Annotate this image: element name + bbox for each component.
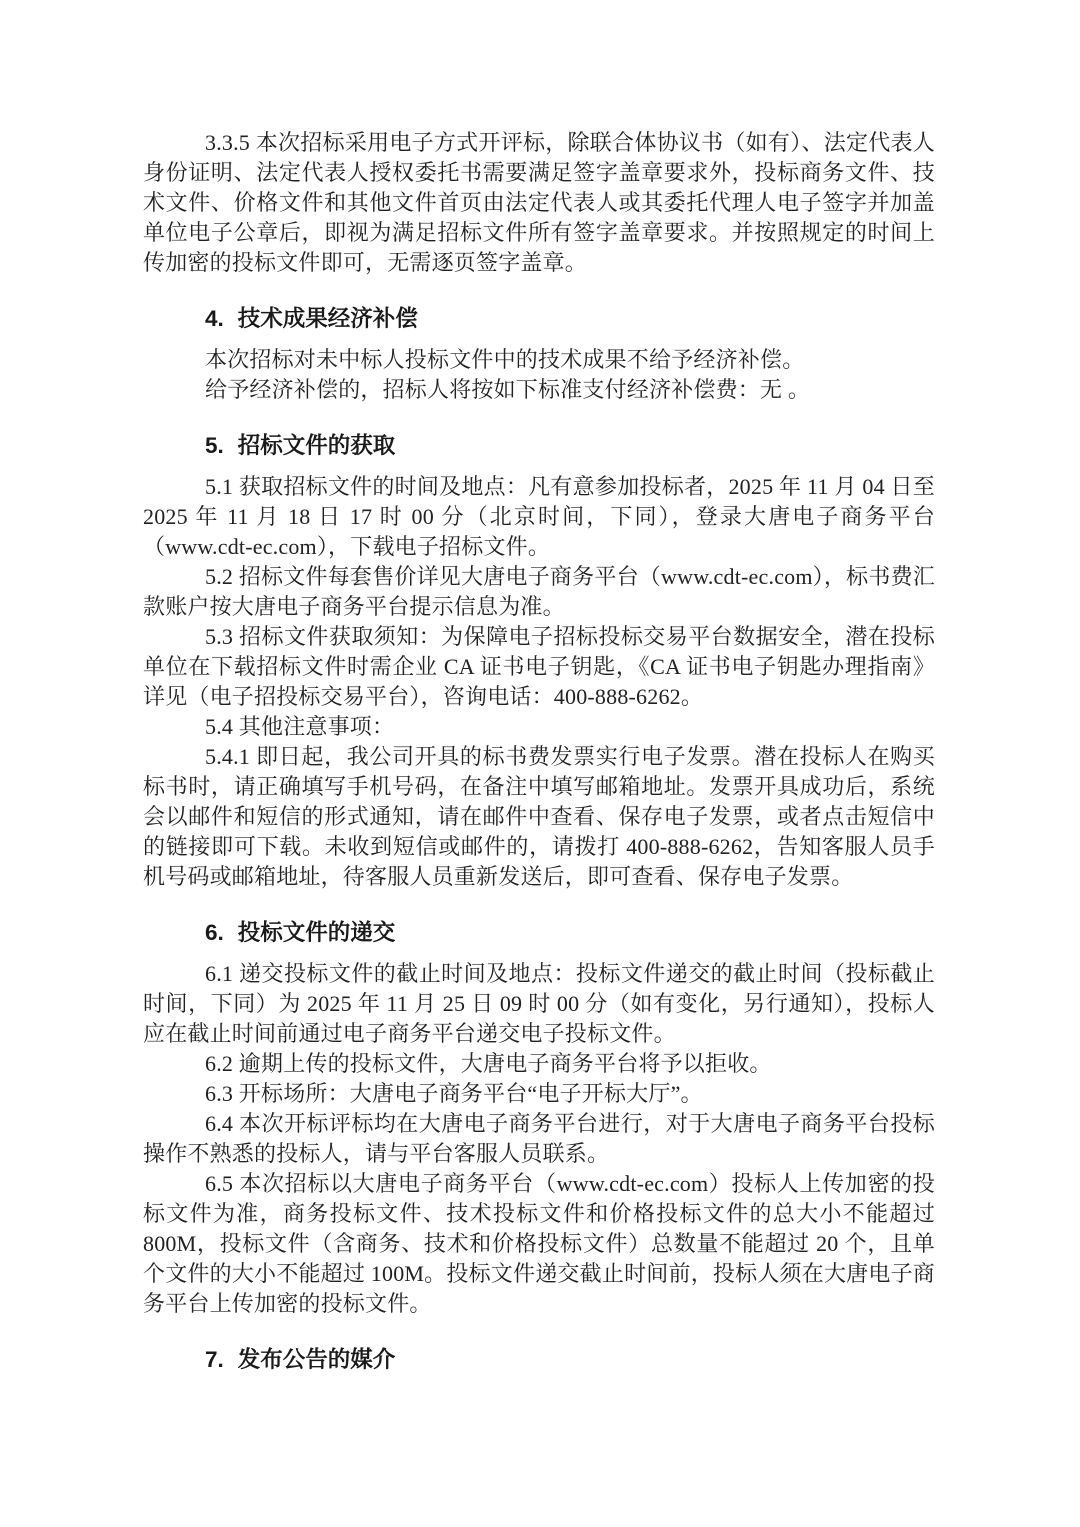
section-number: 7. [205,1347,224,1372]
section-heading [143,918,935,948]
paragraph: 6.2 逾期上传的投标文件，大唐电子商务平台将予以拒收。 [205,1051,772,1076]
paragraph: 6.4 本次开标评标均在大唐电子商务平台进行，对于大唐电子商务平台投标操作不熟悉的投标人，请与平台客服人员联系。 [143,1111,935,1166]
section-number: 5. [205,433,224,458]
paragraph: 3.3.5 本次招标采用电子方式开评标，除联合体协议书（如有）、法定代表人身份证明、法定代表人授权委托书需要满足签字盖章要求外，投标商务文件、技术文件、价格文件和其他文件首页由法定代表人或其委托代理人电子签字并加盖单位电子公章后，即视为满足招标文件所有签字盖章要求。并按照规定的时间上传加密的投标文件即可，无需逐页签字盖章。 [143,130,935,275]
paragraph: 5.3 招标文件获取须知：为保障电子招标投标交易平台数据安全，潜在投标单位在下载招标文件时需企业 CA 证书电子钥匙，《CA 证书电子钥匙办理指南》详见（电子招投标交易平台），咨询电话：400-888-6262。 [143,624,935,709]
paragraph: 6.1 递交投标文件的截止时间及地点：投标文件递交的截止时间（投标截止时间，下同）为 2025 年 11 月 25 日 09 时 00 分（如有变化，另行通知），投标人应在截止时间前通过电子商务平台递交电子投标文件。 [143,961,935,1046]
paragraph: 本次招标对未中标人投标文件中的技术成果不给予经济补偿。 [205,347,805,372]
paragraph: 6.5 本次招标以大唐电子商务平台（www.cdt-ec.com）投标人上传加密的投标文件为准，商务投标文件、技术投标文件和价格投标文件的总大小不能超过 800M，投标文件（含商务、技术和价格投标文件）总数量不能超过 20 个，且单个文件的大小不能超过 100M。投标文件递交截止时间前，投标人须在大唐电子商务平台上传加密的投标文件。 [143,1171,935,1316]
paragraph: 给予经济补偿的，招标人将按如下标准支付经济补偿费：无 。 [205,377,811,402]
paragraph: 5.2 招标文件每套售价详见大唐电子商务平台（www.cdt-ec.com），标书费汇款账户按大唐电子商务平台提示信息为准。 [143,564,935,619]
section-title: 发布公告的媒介 [237,1347,396,1372]
section-heading [143,431,935,461]
paragraph: 5.4.1 即日起，我公司开具的标书费发票实行电子发票。潜在投标人在购买标书时，请正确填写手机号码，在备注中填写邮箱地址。发票开具成功后，系统会以邮件和短信的形式通知，请在邮件中查看、保存电子发票，或者点击短信中的链接即可下载。未收到短信或邮件的，请拨打 400-888-6262，告知客服人员手机号码或邮箱地址，待客服人员重新发送后，即可查看、保存电子发票。 [143,744,935,889]
section-number: 4. [205,306,224,331]
section-heading [143,1345,935,1375]
section-number: 6. [205,920,224,945]
section-heading [143,304,935,334]
paragraph: 5.4 其他注意事项： [205,714,395,739]
section-title: 投标文件的递交 [237,920,396,945]
section-title: 招标文件的获取 [237,433,396,458]
paragraph: 6.3 开标场所：大唐电子商务平台“电子开标大厅”。 [205,1081,703,1106]
paragraph: 5.1 获取招标文件的时间及地点：凡有意参加投标者，2025 年 11 月 04 日至 2025 年 11 月 18 日 17 时 00 分（北京时间，下同），登录大唐电子商务平台（www.cdt-ec.com），下载电子招标文件。 [143,474,935,559]
section-title: 技术成果经济补偿 [237,306,418,331]
